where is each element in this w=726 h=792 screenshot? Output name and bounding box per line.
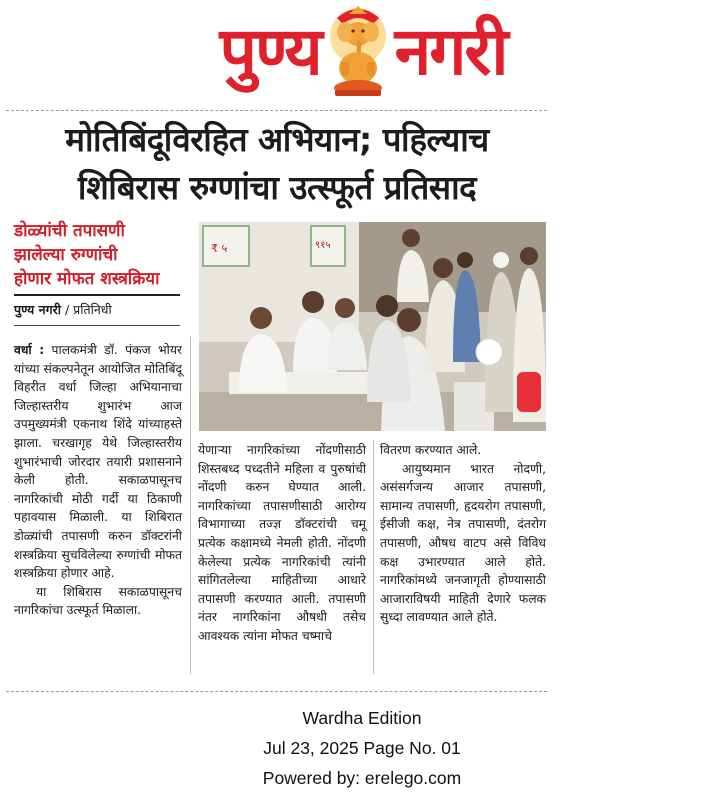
article-column-1: [14, 341, 182, 620]
photo-banner-text: ₹ ५: [211, 242, 228, 255]
byline-paper: पुण्य नगरी: [14, 302, 61, 317]
masthead-left-word: पुण्य: [219, 13, 321, 90]
masthead-right-word: नगरी: [394, 13, 507, 90]
paragraph-text: पालकमंत्री डॉ. पंकज भोयर यांच्या संकल्पनेतून आयोजित मोतिबिंदू विहरीत वर्धा जिल्हा अभियानाचा जिल्हास्तरीय शुभारंभ आज उपमुख्यमंत्री एकनाथ शिंदे यांच्याहस्ते झाला. चरखागृह येथे जिल्हास्तरीय शुभारंभाची जोरदार तयारी प्रशासनाने केली होती. सकाळपासूनच नागरिकांची मोठी गर्दी या ठिकाणी पहावयास मिळाली. या शिबिरात डोळ्यांची तपासणी करुन डॉक्टरांनी शस्त्रक्रिया सुचविलेल्या रुग्णांची मोफत शस्त्रक्रिया होणार आहे.: [14, 343, 182, 581]
byline-divider: [14, 325, 180, 326]
column-separator: [190, 336, 191, 674]
column-paragraph: आयुष्यमान भारत नोदणी, असंसर्गजन्य आजार तपासणी, सामान्य तपासणी, हृदयरोग तपासणी, ईसीजी कक्ष, नेत्र तपासणी, दंतरोग तपासणी, औषध वाटप असे विविध कक्ष उभारण्यात आले होते. नागरिकांमध्ये जनजागृती होण्यासाठी आजाराविषयी माहिती देणारे फलक सुध्दा लावण्यात आले होते.: [380, 461, 546, 625]
ganesh-icon: [327, 6, 389, 98]
subhead-line: होणार मोफत शस्त्रक्रिया: [14, 269, 160, 289]
powered-by-label: Powered by: erelego.com: [262, 768, 462, 788]
date-page-label: Jul 23, 2025 Page No. 01: [263, 738, 461, 758]
dateline: वर्धा :: [14, 343, 45, 357]
article-column-3: [380, 441, 546, 627]
edition-label: Wardha Edition: [302, 708, 422, 728]
headline-line: शिबिरास रुग्णांचा उत्स्फूर्त प्रतिसाद: [77, 168, 477, 207]
byline-separator: /: [64, 302, 70, 317]
column-paragraph: वितरण करण्यात आले.: [380, 443, 482, 457]
column-separator: [373, 440, 374, 674]
photo-illustration: [199, 222, 546, 431]
photo-banner-text: ९१५: [315, 240, 331, 251]
article-photo: [199, 222, 546, 431]
byline-role: प्रतिनिधी: [73, 302, 112, 317]
subhead-divider: [14, 294, 180, 296]
column-paragraph: येणाऱ्या नागरिकांच्या नोंदणीसाठी शिस्तबध्द पध्दतीने महिला व पुरुषांची नोंदणी करुन घेण्यात आली. नागरिकांच्या तपासणीसाठी आरोग्य विभागाच्या तज्ज्ञ डॉक्टरांची चमू प्रत्येक कक्षामध्ये नेमली होती. नोंदणी केलेल्या प्रत्येक नागरिकांची त्यांनी सांगितलेल्या माहितीच्या आधारे तपासणी करण्यात आली. तपासणी नंतर नागरिकांना औषधी तसेच आवश्यक त्यांना मोफत चष्माचे: [198, 443, 366, 643]
subhead-line: डोळ्यांची तपासणी: [14, 221, 125, 241]
article-subhead: [14, 219, 182, 291]
article-headline: [8, 116, 546, 212]
column-paragraph: [14, 341, 182, 583]
subhead-line: झालेल्या रुग्णांची: [14, 245, 118, 265]
masthead: [160, 4, 566, 100]
article-column-2: [198, 441, 366, 646]
byline: [14, 301, 180, 319]
headline-line: मोतिबिंदूविरहित अभियान; पहिल्याच: [65, 120, 489, 159]
column-paragraph: या शिबिरास सकाळपासूनच नागरिकांचा उत्स्फूर्त मिळाला.: [14, 584, 182, 618]
